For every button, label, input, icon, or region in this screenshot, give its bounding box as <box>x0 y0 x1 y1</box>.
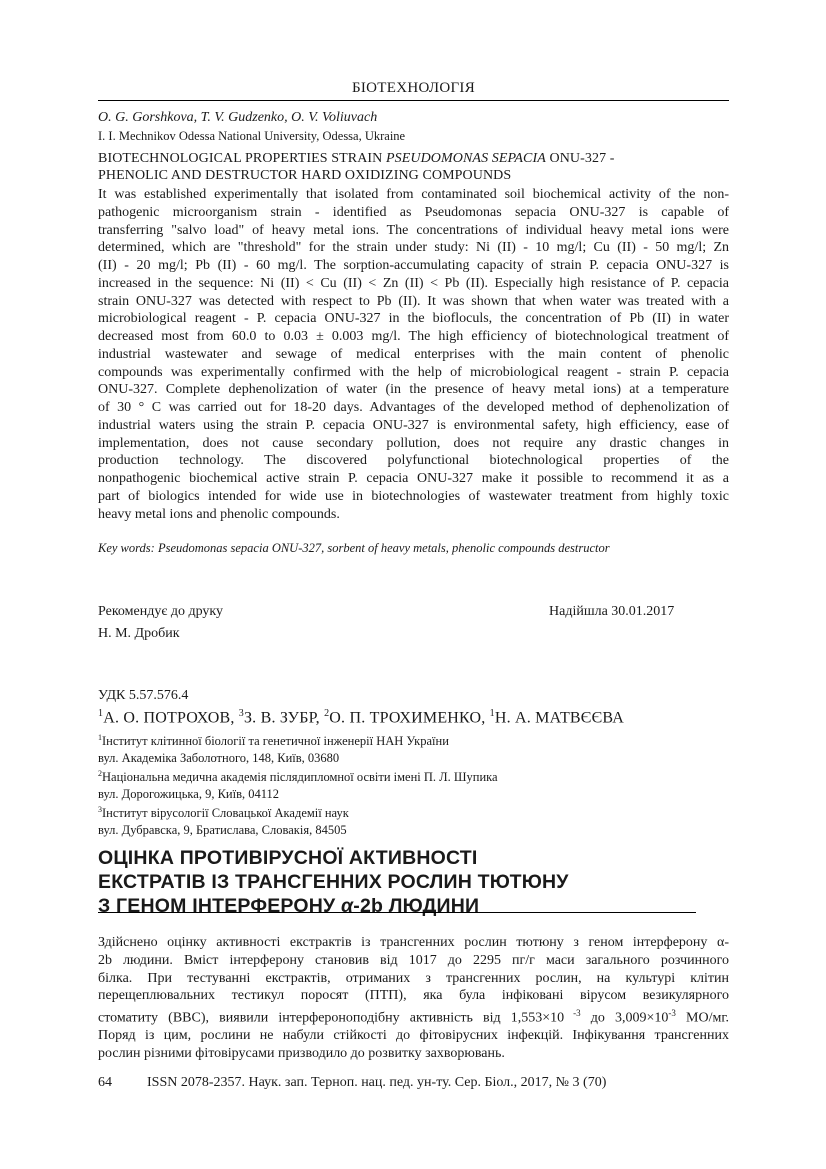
udk-code: УДК 5.57.576.4 <box>98 688 189 703</box>
abstract-line: Здійснено оцінку активності екстрактів із трансгенних рослин тютюну з геном інтерферону α- <box>98 935 729 950</box>
abstract-line: strain ONU-327 was detected with respect to Pb (II). It was shown that when water was treated with a <box>98 293 729 309</box>
ukrainian-title <box>98 846 698 918</box>
abstract-line: implementation, does not cause secondary pollution, does not require any drastic changes in <box>98 435 729 451</box>
author-superscript: 2 <box>324 708 330 719</box>
abstract-line: перещеплювальних тестикул поросят (ПТП), яка була інфіковані вірусом везикулярного <box>98 988 729 1004</box>
abstract-line: of 30 ° C was carried out for 18-20 days. Advantages of the developed method of dephenolization of <box>98 400 729 415</box>
english-authors: O. G. Gorshkova, T. V. Gudzenko, O. V. Voliuvach <box>98 110 378 125</box>
running-head: БІОТЕХНОЛОГІЯ <box>351 80 476 96</box>
received-date: Надійшла 30.01.2017 <box>549 604 675 619</box>
abstract-line: compounds was experimentally confirmed with the help of microbiological reagent - strain P. cepacia <box>98 364 729 380</box>
english-title-line-1 <box>98 150 729 167</box>
abstract-line <box>98 1005 729 1027</box>
abstract-line: ONU-327. Complete dephenolization of water (in the presence of heavy metal ions) at a temperature <box>98 382 729 398</box>
affiliation-superscript: 1 <box>98 733 102 742</box>
abstract-line: nonpathogenic biochemical active strain P. cepacia ONU-327 make it possible to recommend it as a <box>98 471 729 486</box>
journal-citation: ISSN 2078-2357. Наук. зап. Терноп. нац. пед. ун-ту. Сер. Біол., 2017, № 3 (70) <box>147 1075 607 1090</box>
abstract-text: МО/мг. <box>675 1010 729 1026</box>
title-alpha-italic: α <box>340 895 354 917</box>
abstract-line: Поряд із цим, рослини не набули стійкості до фітовірусних інфекцій. Інфікування трансгенних <box>98 1028 729 1044</box>
english-abstract <box>98 186 729 523</box>
author-superscript: 1 <box>98 708 104 719</box>
abstract-text: стоматиту (ВВС), виявили інтерфероноподібну активність від 1,553×10 <box>98 1010 565 1026</box>
title-text: BIOTECHNOLOGICAL PROPERTIES STRAIN <box>98 151 386 166</box>
affiliation-text: Національна медична академія післядипломної освіти імені П. Л. Шупика <box>102 770 498 785</box>
title-underline <box>98 912 696 913</box>
affiliation-address: вул. Дорогожицька, 9, Київ, 04112 <box>98 786 280 801</box>
affiliation-address: вул. Дубравска, 9, Братислава, Словакія, 84505 <box>98 822 347 837</box>
abstract-line: microbiological reagent - P. cepacia ONU-327 in the biofloculs, the concentration of Pb (II) in water <box>98 311 729 327</box>
ukrainian-authors <box>98 708 624 727</box>
affiliation-text: Інститут вірусології Словацької Академії наук <box>102 806 349 821</box>
english-affiliation: I. I. Mechnikov Odessa National University, Odessa, Ukraine <box>98 129 406 143</box>
header-rule <box>98 100 729 101</box>
abstract-line: production technology. The discovered polyfunctional biotechnological properties of the <box>98 453 729 469</box>
author-name: Н. А. МАТВЄЄВА <box>494 709 624 727</box>
affiliation-text: Інститут клітинної біології та генетичної інженерії НАН України <box>102 734 449 749</box>
author-superscript: 1 <box>489 708 495 719</box>
title-text: ONU-327 - <box>545 151 615 166</box>
abstract-line: рослин різними фітовірусами призводило до розвитку захворювань. <box>98 1046 505 1062</box>
english-keywords: Key words: Pseudomonas sepacia ONU-327, sorbent of heavy metals, phenolic compounds destructor <box>98 541 610 555</box>
abstract-text: до 3,009×10 <box>580 1010 669 1026</box>
abstract-line: decreased most from 60.0 to 0.03 ± 0.003 mg/l. The high efficiency of biotechnological treatment of <box>98 329 729 344</box>
abstract-line: pathogenic microorganism strain - identified as Pseudomonas sepacia ONU-327 is capable of <box>98 204 729 220</box>
ukrainian-abstract <box>98 934 729 1063</box>
ukrainian-affiliations <box>98 730 498 838</box>
abstract-line: industrial wastewater and sewage of medical enterprises with the main content of phenolic <box>98 346 729 362</box>
abstract-line: (II) - 20 mg/l; Pb (II) - 60 mg/l. The sorption-accumulating capacity of strain P. cepacia ONU-327 is <box>98 258 729 273</box>
recommended-label: Рекомендує до друку <box>98 604 224 619</box>
page-footer <box>98 1075 606 1091</box>
title-text: З ГЕНОМ ІНТЕРФЕРОНУ <box>98 895 341 917</box>
title-text: -2b ЛЮДИНИ <box>353 895 480 917</box>
english-title <box>98 150 729 184</box>
title-species-italic: PSEUDOMONAS SEPACIA <box>385 151 546 166</box>
author-name: З. В. ЗУБР, <box>243 709 325 727</box>
author-name: О. П. ТРОХИМЕНКО, <box>329 709 490 727</box>
abstract-line: білка. При тестуванні екстрактів, отриманих з трансгенних рослин, на культурі клітин <box>98 970 729 986</box>
abstract-line: 2b людини. Вміст інтерферону становив від 1017 до 2295 пг/г маси загального розчинного <box>98 952 729 968</box>
title-line-2: ЕКСТРАТІВ ІЗ ТРАНСГЕННИХ РОСЛИН ТЮТЮНУ <box>98 871 569 893</box>
title-line-3 <box>98 894 698 918</box>
english-title-line-2: PHENOLIC AND DESTRUCTOR HARD OXIDIZING COMPOUNDS <box>98 168 512 183</box>
abstract-line: industrial waters using the strain P. cepacia ONU-327 is environmental safety, high efficiency, ease of <box>98 417 729 433</box>
affiliation-name <box>98 730 498 750</box>
title-line-1: ОЦІНКА ПРОТИВІРУСНОЇ АКТИВНОСТІ <box>98 847 478 869</box>
abstract-line: increased in the sequence: Ni (II) < Cu (II) < Zn (II) < Pb (II). Especially high resistance of P. cepacia <box>98 275 729 291</box>
abstract-line: part of biologics intended for wide use in biotechnologies of wastewater treatment from highly toxic <box>98 488 729 504</box>
affiliation-name <box>98 802 498 822</box>
abstract-line: determined, which are "threshold" for the strain under study: Ni (II) - 10 mg/l; Cu (II) - 50 mg/l; Zn <box>98 240 729 256</box>
abstract-line: transferring "salvo load" of heavy metal ions. The concentrations of individual heavy metal ions were <box>98 222 729 238</box>
affiliation-address: вул. Академіка Заболотного, 148, Київ, 03680 <box>98 750 340 765</box>
abstract-line: heavy metal ions and phenolic compounds. <box>98 506 340 522</box>
reviewer-name: Н. М. Дробик <box>98 626 180 641</box>
affiliation-superscript: 3 <box>98 804 102 814</box>
exponent: -3 <box>668 1008 676 1018</box>
author-superscript: 3 <box>238 708 244 719</box>
page-number: 64 <box>98 1075 112 1090</box>
abstract-line: It was established experimentally that isolated from contaminated soil biochemical activity of the non- <box>98 187 729 202</box>
affiliation-superscript: 2 <box>98 768 102 778</box>
exponent: -3 <box>564 1008 581 1018</box>
author-name: А. О. ПОТРОХОВ, <box>103 709 239 727</box>
affiliation-name <box>98 766 498 786</box>
